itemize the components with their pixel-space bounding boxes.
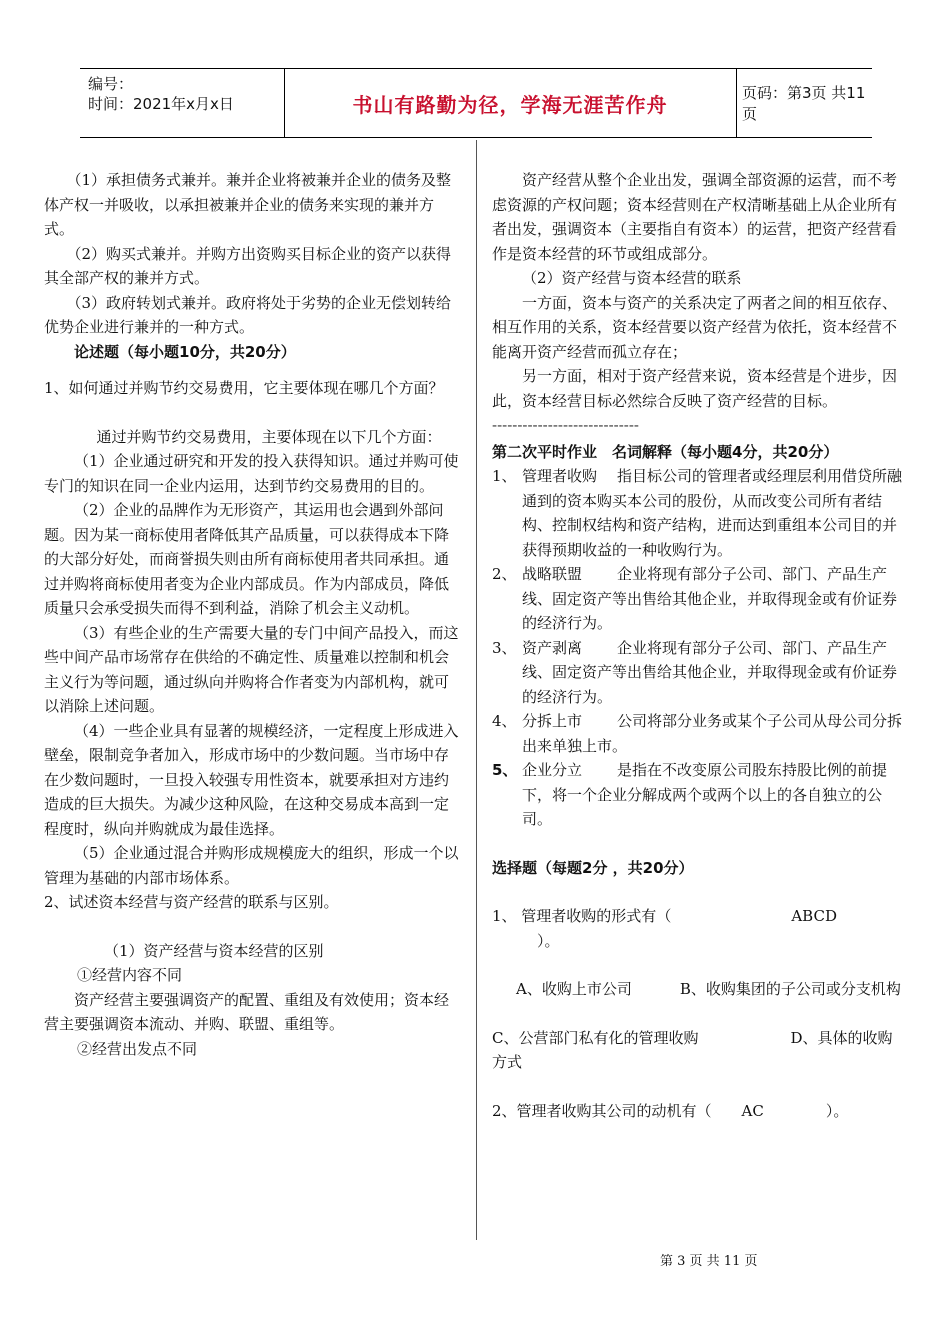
term-definition: 企业将现有部分子公司、部门、产品生产线、固定资产等出售给其他企业，并取得现金或有价证券的经济行为。 bbox=[522, 565, 898, 632]
term-number: 4、 bbox=[492, 712, 517, 730]
right-para-2: 一方面，资本与资产的关系决定了两者之间的相互依存、相互作用的关系，资本经营要以资产经营为依托，资本经营不能离开资产经营而孤立存在； bbox=[492, 293, 898, 361]
time-label: 时间：2021年x月x日 bbox=[88, 95, 234, 113]
term-number: 3、 bbox=[492, 638, 517, 657]
header-motto-cell bbox=[284, 69, 737, 137]
page-header bbox=[80, 68, 872, 138]
term-number: 5、 bbox=[492, 761, 518, 779]
term-item bbox=[492, 562, 904, 636]
term-number: 2、 bbox=[492, 565, 517, 583]
c1-option-c: C、公营部门私有化的管理收购 bbox=[492, 1028, 699, 1047]
right-para-3: 另一方面，相对于资产经营来说，资本经营是个进步，因此，资本经营目标必然综合反映了资产经营的目标。 bbox=[492, 367, 898, 410]
q1-point-3: （3）有些企业的生产需要大量的专门中间产品投入，而这些中间产品市场常存在供给的不确定性、质量难以控制和机会主义行为等问题，通过纵向并购将合作者变为内部机构，就可以消除上述问题。 bbox=[44, 623, 459, 715]
c2-question: 2、管理者收购其公司的动机有（ bbox=[492, 1101, 712, 1120]
page-footer: 第 3 页 共 11 页 bbox=[660, 1254, 758, 1269]
page-label: 页码：第3页 共11页 bbox=[742, 84, 866, 123]
term-name: 分拆上市 bbox=[522, 712, 583, 730]
left-column bbox=[44, 168, 462, 1061]
term-item bbox=[492, 464, 904, 562]
term-name: 战略联盟 bbox=[522, 565, 583, 583]
header-meta bbox=[80, 69, 285, 137]
term-item bbox=[492, 709, 904, 758]
choice-question-2 bbox=[492, 1099, 904, 1124]
essay-question-1: 1、如何通过并购节约交易费用，它主要体现在哪几个方面？ bbox=[44, 379, 444, 397]
q1-point-5: （5）企业通过混合并购形成规模庞大的组织，形成一个以管理为基础的内部市场体系。 bbox=[44, 844, 459, 887]
term-name: 管理者收购 bbox=[522, 467, 598, 485]
term-name: 企业分立 bbox=[522, 761, 583, 779]
dash-separator: ----------------------------- bbox=[492, 416, 639, 434]
term-name: 资产剥离 bbox=[522, 638, 583, 657]
number-label: 编号： bbox=[88, 75, 134, 93]
c1-options-row1 bbox=[492, 977, 904, 1002]
c2-end: ）。 bbox=[825, 1101, 849, 1120]
merger-type-3: （3）政府转划式兼并。政府将处于劣势的企业无偿划转给优势企业进行兼并的一种方式。 bbox=[44, 293, 452, 336]
term-item bbox=[492, 758, 904, 832]
q2-point-a-text: 资产经营主要强调资产的配置、重组及有效使用；资本经营主要强调资本流动、并购、联盟、重组等。 bbox=[44, 990, 450, 1033]
c1-options-row2 bbox=[492, 1026, 904, 1075]
q1-point-1: （1）企业通过研究和开发的投入获得知识。通过并购可使专门的知识在同一企业内运用，达到节约交易费用的目的。 bbox=[44, 452, 459, 495]
q2-point-b: ②经营出发点不同 bbox=[77, 1039, 198, 1058]
q1-point-4: （4）一些企业具有显著的规模经济，一定程度上形成进入壁垒，限制竞争者加入，形成市场中的少数问题。当市场中存在少数问题时，一旦投入较强专用性资本，就要承担对方违约造成的巨大损失。为减少这种风险，在这种交易成本高到一定程度时，纵向并购就成为最佳选择。 bbox=[44, 721, 459, 838]
motto: 书山有路勤为径，学海无涯苦作舟 bbox=[352, 92, 668, 117]
c1-question: 1、 管理者收购的形式有（ bbox=[492, 907, 672, 925]
choice-question-1 bbox=[492, 904, 904, 953]
c1-option-d: D、具体的收购方式 bbox=[492, 1028, 893, 1071]
terms-heading: 第二次平时作业 名词解释（每小题4分，共20分） bbox=[492, 442, 839, 461]
q1-point-2: （2）企业的品牌作为无形资产，其运用也会遇到外部问题。因为某一商标使用者降低其产品质量，可以获得成本下降的大部分好处，而商誉损失则由所有商标使用者共同承担。通过并购将商标使用者变为企业内部成员。作为内部成员，降低质量只会承受损失而得不到利益，消除了机会主义动机。 bbox=[44, 501, 450, 617]
column-divider bbox=[476, 140, 477, 1240]
merger-type-1: （1）承担债务式兼并。兼并企业将被兼并企业的债务及整体产权一并吸收，以承担被兼并企业的债务来实现的兼并方式。 bbox=[44, 171, 452, 238]
right-column bbox=[492, 168, 904, 1123]
c1-option-a: A、收购上市公司 bbox=[516, 980, 632, 998]
term-definition: 企业将现有部分子公司、部门、产品生产线、固定资产等出售给其他企业，并取得现金或有价证券的经济行为。 bbox=[522, 638, 898, 706]
term-number: 1、 bbox=[492, 467, 517, 485]
c1-end: ）。 bbox=[537, 931, 560, 950]
right-para-1: 资产经营从整个企业出发，强调全部资源的运营，而不考虑资源的产权问题；资本经营则在产权清晰基础上从企业所有者出发，强调资本（主要指自有资本）的运营，把资产经营看作是资本经营的环节或组成部分。 bbox=[492, 171, 898, 263]
c1-answer: ABCD bbox=[791, 907, 837, 925]
term-definition: 指目标公司的管理者或经理层利用借贷所融通到的资本购买本公司的股份，从而改变公司所有者结构、控制权结构和资产结构，进而达到重组本公司目的并获得预期收益的一种收购行为。 bbox=[522, 467, 903, 559]
c1-option-b: B、收购集团的子公司或分支机构 bbox=[679, 980, 901, 998]
q2-sub1: （1）资产经营与资本经营的区别 bbox=[104, 941, 324, 960]
merger-type-2: （2）购买式兼并。并购方出资购买目标企业的资产以获得其全部产权的兼并方式。 bbox=[44, 244, 452, 287]
q2-point-a: ①经营内容不同 bbox=[77, 966, 183, 984]
q1-intro: 通过并购节约交易费用，主要体现在以下几个方面： bbox=[96, 427, 442, 446]
right-sub-2: （2）资产经营与资本经营的联系 bbox=[522, 269, 742, 287]
term-item bbox=[492, 636, 904, 710]
essay-heading: 论述题（每小题10分，共20分） bbox=[74, 342, 296, 361]
term-definition: 是指在不改变原公司股东持股比例的前提下，将一个企业分解成两个或两个以上的各自独立的公司。 bbox=[522, 761, 888, 828]
choice-heading: 选择题（每题2分 ，共20分） bbox=[492, 858, 694, 877]
header-page-cell bbox=[736, 69, 872, 137]
c2-answer: AC bbox=[741, 1101, 764, 1120]
term-definition: 公司将部分业务或某个子公司从母公司分拆出来单独上市。 bbox=[522, 712, 903, 755]
essay-question-2: 2、试述资本经营与资产经营的联系与区别。 bbox=[44, 893, 339, 911]
